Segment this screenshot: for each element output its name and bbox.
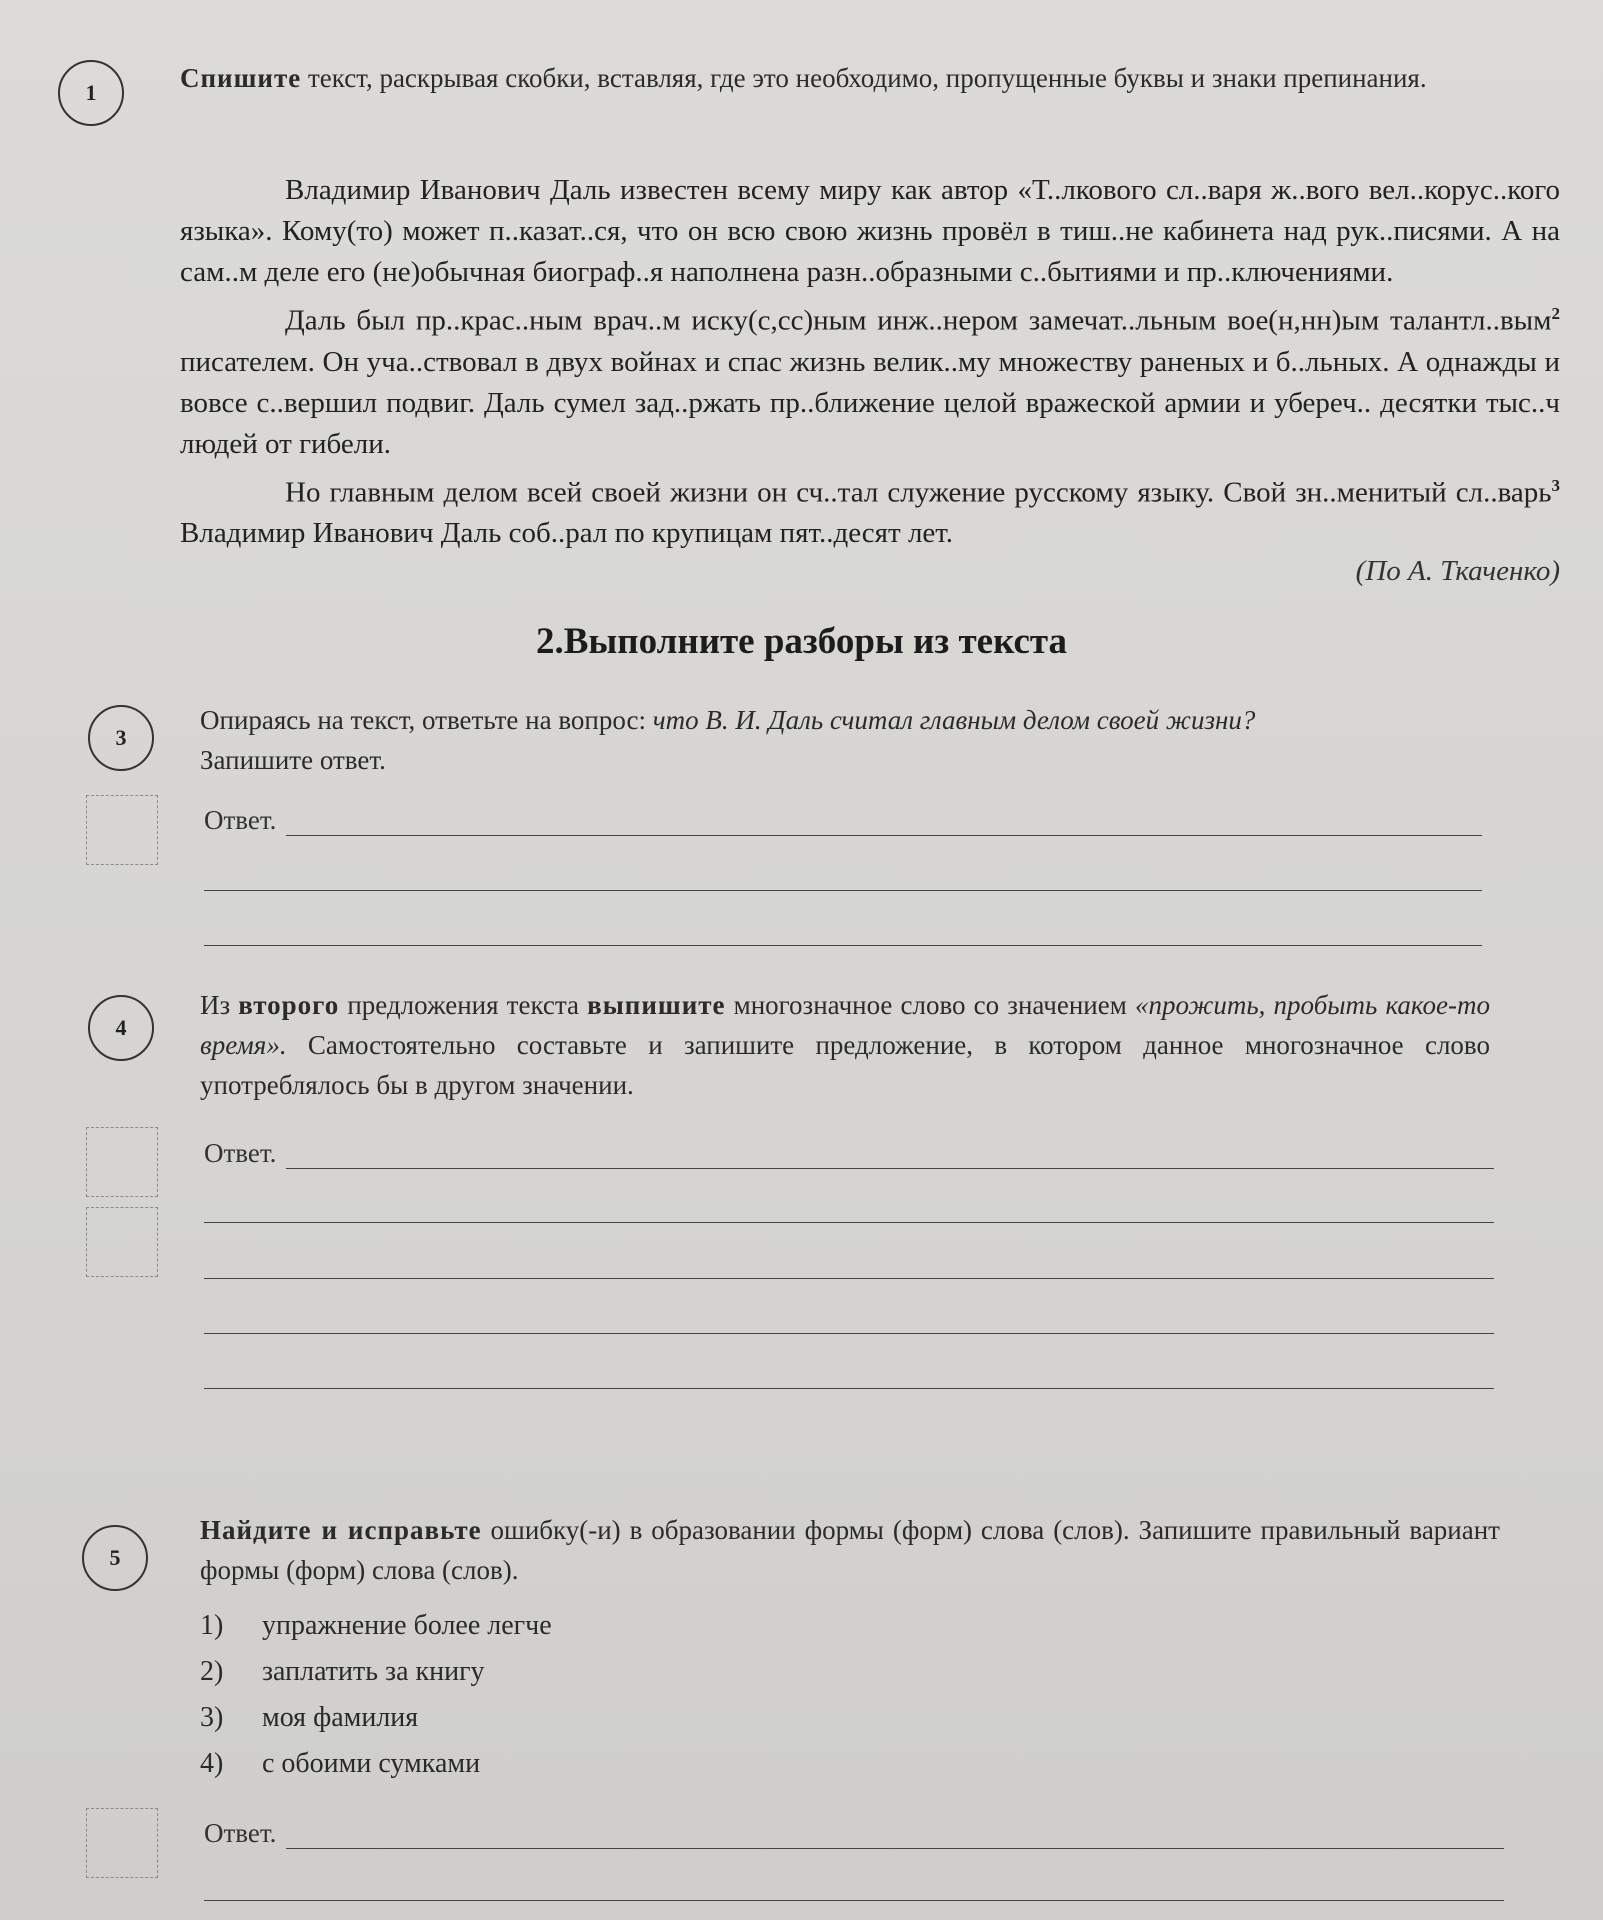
passage-paragraph-3: Но главным делом всей своей жизни он сч..тал служение русскому языку. Свой зн..менитый сл..варь$^3$ Владимир Иванович Даль соб..рал по крупицам пят..десят лет. (180, 475, 1560, 550)
answer-line[interactable] (204, 945, 1482, 946)
task4-question: Из второго предложения текста выпишите многозначное слово со значением «прожить, пробыть какое-то время». Самостоятельно составьте и запишите предложение, в котором данное многозначное слово употреблялось бы в другом значении. (200, 990, 1490, 1100)
passage-author: (По А. Ткаченко) (1355, 555, 1560, 587)
task1-instruction (180, 58, 1560, 98)
footnote-mark-2: 2 (1551, 304, 1560, 323)
task4-answer-row[interactable] (204, 1138, 1494, 1169)
footnote-mark-3: 3 (1551, 475, 1560, 495)
task3-answer-row[interactable] (204, 805, 1482, 836)
task5-question: Найдите и исправьте ошибку(-и) в образовании формы (форм) слова (слов). Запишите правильный вариант формы (форм) слова (слов). (200, 1515, 1500, 1585)
task-number-5: 5 (82, 1525, 148, 1591)
task-number-3: 3 (88, 705, 154, 771)
answer-line[interactable] (204, 1278, 1494, 1279)
passage-paragraph-2: Даль был пр..крас..ным врач..м иску(с,сс)ным инж..нером замечат..льным вое(н,нн)ым талантл..вым$^2$ писателем. Он уча..ствовал в двух войнах и спас жизнь велик..му множеству раненых и б..льных. А однажды и вовсе с..вершил подвиг. Даль сумел зад..ржать пр..ближение целой вражеской армии и убереч.. десятки тыс..ч людей от гибели. (180, 304, 1560, 460)
task-number-1: 1 (58, 60, 124, 126)
answer-line[interactable] (286, 1847, 1504, 1849)
score-box-3 (86, 795, 158, 865)
task5-answer-row[interactable] (204, 1818, 1504, 1849)
option-1: 1) упражнение более легче (200, 1610, 552, 1641)
answer-label: Ответ. (204, 1138, 277, 1168)
option-4: 4) с обоими сумками (200, 1748, 481, 1779)
task1-instruction-text: текст, раскрывая скобки, вставляя, где это необходимо, пропущенные буквы и знаки препинания. (301, 63, 1427, 93)
passage-paragraph-1: Владимир Иванович Даль известен всему миру как автор «Т..лкового сл..варя ж..вого вел..корус..кого языка». Кому(то) может п..казат..ся, что он всю свою жизнь провёл в тиш..не кабинета над рук..писями. А на сам..м деле его (не)обычная биограф..я наполнена разн..образными с..бытиями и пр..ключениями. (180, 174, 1560, 288)
answer-line[interactable] (204, 1222, 1494, 1223)
answer-line[interactable] (286, 1167, 1494, 1169)
score-box-4b (86, 1207, 158, 1277)
option-2: 2) заплатить за книгу (200, 1656, 485, 1687)
score-box-4a (86, 1127, 158, 1197)
answer-line[interactable] (286, 834, 1482, 836)
answer-label: Ответ. (204, 805, 277, 835)
score-box-5 (86, 1808, 158, 1878)
answer-line[interactable] (204, 1900, 1504, 1901)
task1-instruction-bold: Спишите (180, 63, 302, 93)
answer-line[interactable] (204, 1333, 1494, 1334)
task3-question: Опираясь на текст, ответьте на вопрос: что В. И. Даль считал главным делом своей жизни? Запишите ответ. (200, 705, 1256, 775)
option-3: 3) моя фамилия (200, 1702, 419, 1733)
answer-line[interactable] (204, 1388, 1494, 1389)
answer-line[interactable] (204, 890, 1482, 891)
task-number-4: 4 (88, 995, 154, 1061)
answer-label: Ответ. (204, 1818, 277, 1848)
section-title: 2.Выполните разборы из текста (535, 621, 1068, 662)
task1-passage (180, 170, 1560, 554)
